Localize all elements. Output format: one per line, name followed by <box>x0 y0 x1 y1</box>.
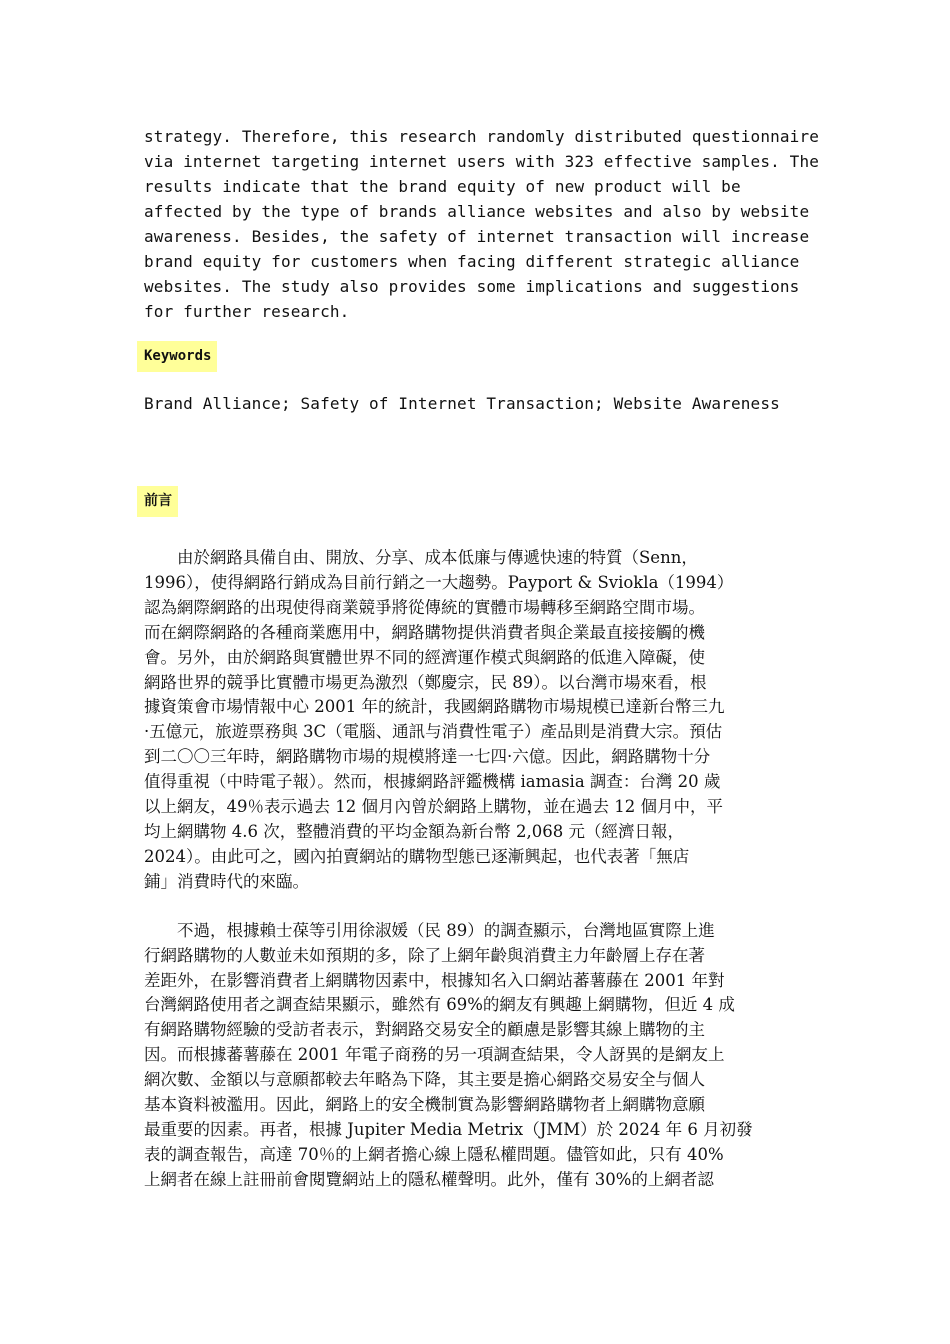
abstract-line: via internet targeting internet users with 323 effective samples. The <box>144 152 820 171</box>
abstract-line: for further research. <box>144 302 350 321</box>
paragraph-line: 基本資料被濫用。因此，網路上的安全機制實為影響網路購物者上網購物意願 <box>144 1095 705 1115</box>
keywords-section <box>144 341 806 416</box>
abstract-line: awareness. Besides, the safety of internet transaction will increase <box>144 227 810 246</box>
paragraph-line: 上網者在線上註冊前會閱覽網站上的隱私權聲明。此外，僅有 30%的上網者認 <box>144 1169 714 1189</box>
intro-heading <box>137 486 178 517</box>
paragraph-line: 因。而根據蕃薯藤在 2001 年電子商務的另一項調查結果，令人訝異的是網友上 <box>144 1045 725 1065</box>
intro-heading-text: 前言 <box>144 493 172 509</box>
intro-paragraph-2 <box>144 919 806 1193</box>
paragraph-line: 表的調查報告，高達 70％的上網者擔心線上隱私權問題。儘管如此，只有 40% <box>144 1144 724 1164</box>
intro-section <box>144 486 806 1193</box>
paragraph-line: 由於網路具備自由、開放、分享、成本低廉与傳遞快速的特質（Senn， <box>144 548 698 567</box>
keywords-heading <box>137 341 217 372</box>
paragraph-line: 行網路購物的人數並未如預期的多，除了上網年齡與消費主力年齡層上存在著 <box>144 945 705 965</box>
intro-paragraph-1 <box>144 546 806 895</box>
paragraph-line: ·五億元，旅遊票務與 3C（電腦、通訊与消費性電子）產品則是消費大宗。預估 <box>144 722 723 742</box>
abstract-line: results indicate that the brand equity of new product will be <box>144 177 741 196</box>
paragraph-line: 到二〇〇三年時，網路購物市場的規模將達一七四·六億。因此，網路購物十分 <box>144 747 711 767</box>
paragraph-line: 有網路購物經驗的受訪者表示，對網路交易安全的顧慮是影響其線上購物的主 <box>144 1020 705 1040</box>
paragraph-line: 值得重視（中時電子報）。然而，根據網路評鑑機構 iamasia 調查：台灣 20 歲 <box>144 772 721 792</box>
paragraph-line: 1996），使得網路行銷成為目前行銷之一大趨勢。Payport & Sviokla（1994） <box>144 572 734 592</box>
paragraph-line: 認為網際網路的出現使得商業競爭將從傳統的實體市場轉移至網路空間市場。 <box>144 597 705 617</box>
paragraph-line: 最重要的因素。再者，根據 Jupiter Media Metrix（JMM）於 2024 年 6 月初發 <box>144 1119 753 1139</box>
paragraph-line: 網次數、金額以与意願都較去年略為下降，其主要是擔心網路交易安全与個人 <box>144 1070 705 1090</box>
paragraph-line: 不過，根據賴士葆等引用徐淑媛（民 89）的調查顯示，台灣地區實際上進 <box>144 920 715 940</box>
abstract-line: affected by the type of brands alliance websites and also by website <box>144 202 810 221</box>
abstract-line: websites. The study also provides some implications and suggestions <box>144 277 800 296</box>
keywords-heading-text: Keywords <box>144 348 212 364</box>
paragraph-line: 2024）。由此可之，國內拍賣網站的購物型態已逐漸興起，也代表著「無店 <box>144 846 690 866</box>
paragraph-line: 台灣網路使用者之調查結果顯示，雖然有 69%的網友有興趣上網購物，但近 4 成 <box>144 995 735 1015</box>
abstract-text <box>144 124 820 324</box>
paragraph-line: 以上網友，49％表示過去 12 個月內曾於網路上購物，並在過去 12 個月中，平 <box>144 797 723 817</box>
document-page <box>144 124 820 1193</box>
paragraph-line: 均上網購物 4.6 次，整體消費的平均金額為新台幣 2,068 元（經濟日報， <box>144 821 684 841</box>
paragraph-line: 會。另外，由於網路與實體世界不同的經濟運作模式與網路的低進入障礙，使 <box>144 647 705 667</box>
keywords-text: Brand Alliance; Safety of Internet Transaction; Website Awareness <box>144 394 780 413</box>
paragraph-line: 差距外，在影響消費者上網購物因素中，根據知名入口網站蕃薯藤在 2001 年對 <box>144 970 725 990</box>
abstract-line: brand equity for customers when facing different strategic alliance <box>144 252 800 271</box>
abstract-line: strategy. Therefore, this research randomly distributed questionnaire <box>144 127 820 146</box>
paragraph-line: 鋪」消費時代的來臨。 <box>144 871 309 891</box>
paragraph-line: 據資策會市場情報中心 2001 年的統計，我國網路購物市場規模已達新台幣三九 <box>144 697 725 717</box>
paragraph-line: 網路世界的競爭比實體市場更為激烈（鄭慶宗，民 89）。以台灣市場來看，根 <box>144 672 707 692</box>
paragraph-line: 而在網際網路的各種商業應用中，網路購物提供消費者與企業最直接接觸的機 <box>144 622 705 642</box>
